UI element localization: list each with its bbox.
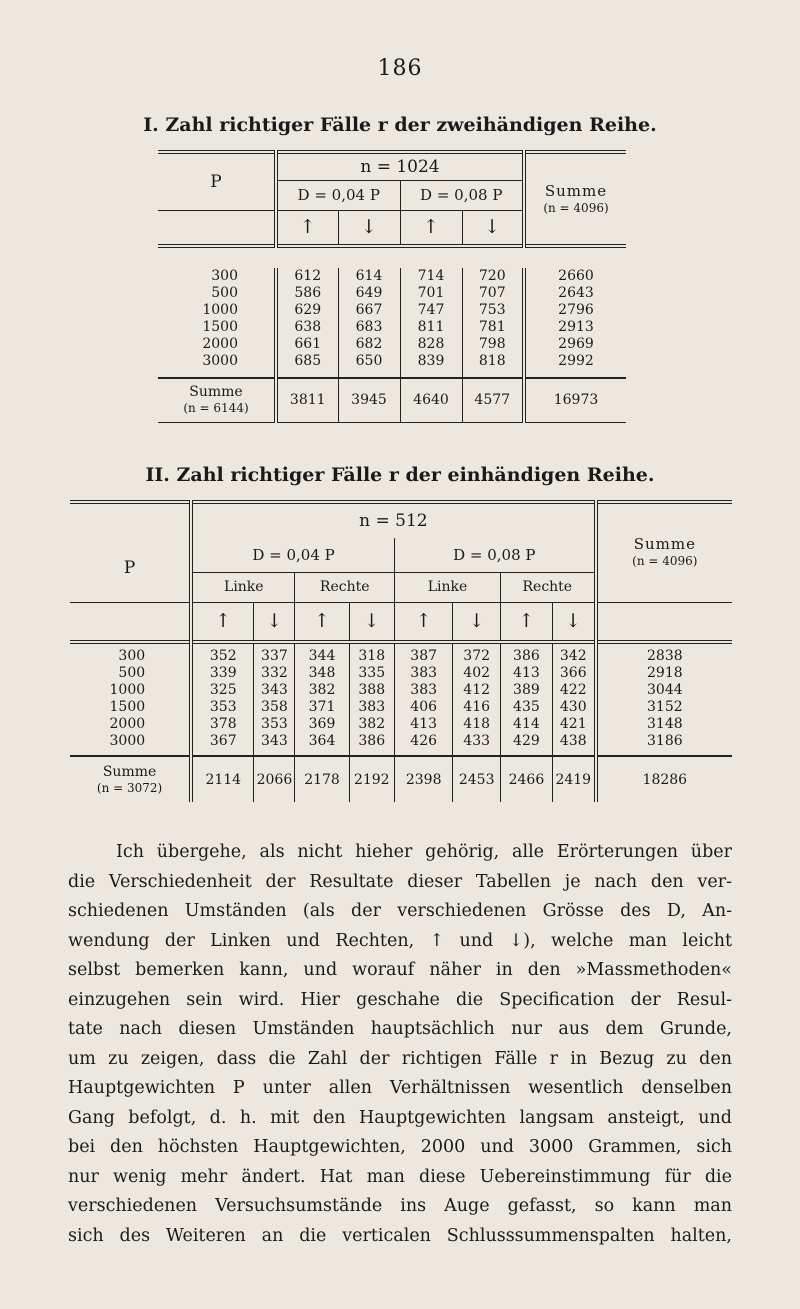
table-cell: 339 [191,665,254,682]
up-arrow-icon: ↑ [500,602,552,642]
up-arrow-icon: ↑ [394,602,452,642]
table-cell: 371 [295,699,349,716]
table-row [70,699,732,716]
table-row [158,285,626,302]
table-cell: 388 [349,682,394,699]
text-line: verschiedenen Versuchsumstände ins Auge gefasst, so kann man [68,1196,732,1216]
table1-title: I. Zahl richtiger Fälle r der zweihändigen Reihe. [143,114,657,136]
table1-total-label [158,378,276,422]
table1-header-summe [524,152,626,246]
table1-P: 2000 [158,336,276,353]
table1-P: 1500 [158,319,276,336]
table2 [70,500,732,802]
table-row [70,682,732,699]
table2-total-n: (n = 3072) [96,780,163,795]
table-cell-total: 4577 [462,378,524,422]
table1-summe-label: Summe [544,181,608,200]
table-cell: 367 [191,733,254,750]
up-arrow-icon: ↑ [295,602,349,642]
table-cell-total: 2398 [394,756,452,802]
table-cell: 412 [453,682,501,699]
table-cell: 414 [500,716,552,733]
table2-P: 3000 [70,733,191,750]
table-cell: 335 [349,665,394,682]
table-cell: 386 [500,648,552,665]
table2-total-label [70,756,191,802]
table2-empty [70,602,191,642]
text-line: die Verschiedenheit der Resultate dieser Tabellen je nach den ver- [68,871,732,892]
table-cell: 406 [394,699,452,716]
table-cell-total: 2419 [552,756,595,802]
table-cell: 629 [276,302,338,319]
text-line: tate nach diesen Umständen hauptsächlich nur aus dem Grunde, [68,1019,732,1039]
table-cell: 683 [338,319,400,336]
table-cell: 614 [338,268,400,285]
table-cell: 378 [191,716,254,733]
table-cell: 343 [254,733,295,750]
table2-header-rechte: Rechte [500,572,595,602]
table-cell: 828 [400,336,462,353]
text-line: sich des Weiteren an die verticalen Schlusssummenspalten halten, [68,1225,732,1246]
table-row [70,665,732,682]
table2-P: 1500 [70,699,191,716]
table-cell: 358 [254,699,295,716]
table1-header-d2: D = 0,08 P [400,180,524,210]
text-line: einzugehen sein wird. Hier geschahe die Specification der Resul- [68,989,732,1010]
table1-P: 1000 [158,302,276,319]
table2-header-d2: D = 0,08 P [394,538,595,572]
table2-header-linke: Linke [394,572,500,602]
table1-header-d1: D = 0,04 P [276,180,400,210]
table-total-row [70,756,732,802]
text-line: selbst bemerken kann, und worauf näher in den »Massmethoden« [68,960,732,980]
table-cell: 421 [552,716,595,733]
table-row [70,733,732,750]
table1-header-P: P [158,152,276,210]
table-cell: 318 [349,648,394,665]
table-cell-total: 4640 [400,378,462,422]
table-cell: 714 [400,268,462,285]
table1-header-n: n = 1024 [276,152,524,180]
table-row [158,302,626,319]
down-arrow-icon: ↓ [552,602,595,642]
table-cell-sum: 2969 [558,336,594,352]
table-cell: 701 [400,285,462,302]
table-cell: 650 [338,353,400,370]
table-cell: 438 [552,733,595,750]
down-arrow-icon: ↓ [349,602,394,642]
text-line: bei den höchsten Hauptgewichten, 2000 und 3000 Grammen, sich [68,1137,732,1157]
table-cell-total: 2192 [349,756,394,802]
table-cell: 661 [276,336,338,353]
table-cell: 781 [462,319,524,336]
table-cell-sum: 2992 [558,353,594,369]
table1-total-label-text: Summe [189,384,243,401]
table-cell-total: 3811 [276,378,338,422]
table-cell-sum: 2660 [558,268,594,284]
table2-P: 500 [70,665,191,682]
table2-header-d1: D = 0,04 P [191,538,394,572]
table-cell-sum: 3044 [647,682,683,698]
up-arrow-icon: ↑ [400,210,462,246]
table-cell: 612 [276,268,338,285]
down-arrow-icon: ↓ [338,210,400,246]
table-cell-sum: 2913 [558,319,594,335]
text-line: wendung der Linken und Rechten, ↑ und ↓), welche man leicht [68,930,732,951]
up-arrow-icon: ↑ [191,602,254,642]
table-cell-sum: 2796 [558,302,594,318]
table-cell: 344 [295,648,349,665]
table-cell: 430 [552,699,595,716]
page-number: 186 [377,56,423,81]
table-cell: 402 [453,665,501,682]
table-cell-total: 3945 [338,378,400,422]
table-cell: 682 [338,336,400,353]
table-cell: 667 [338,302,400,319]
table2-header-P: P [70,502,191,602]
table-cell: 747 [400,302,462,319]
table-cell: 753 [462,302,524,319]
table2-P: 2000 [70,716,191,733]
table2-P: 1000 [70,682,191,699]
table-cell: 372 [453,648,501,665]
table-cell: 649 [338,285,400,302]
table-cell: 429 [500,733,552,750]
table-cell: 383 [394,682,452,699]
table1-summe-n: (n = 4096) [543,200,609,215]
table2-header-summe [596,502,732,602]
text-line: um zu zeigen, dass die Zahl der richtigen Fälle r in Bezug zu den [68,1048,732,1069]
table-cell: 364 [295,733,349,750]
table1-P: 500 [158,285,276,302]
table-cell: 325 [191,682,254,699]
table-cell: 332 [254,665,295,682]
table-cell: 353 [254,716,295,733]
table-cell: 413 [394,716,452,733]
table2-header-n: n = 512 [191,502,596,538]
table-row [70,716,732,733]
table-cell: 386 [349,733,394,750]
table1-total-n: (n = 6144) [183,401,249,416]
table2-summe-label: Summe [633,535,696,554]
down-arrow-icon: ↓ [254,602,295,642]
table1-P: 300 [158,268,276,285]
table-cell: 685 [276,353,338,370]
table-cell-sum: 3148 [647,716,683,732]
table-cell-sum: 2918 [647,665,683,681]
table-cell: 366 [552,665,595,682]
table2-grand-total: 18286 [642,771,688,788]
table-cell: 811 [400,319,462,336]
table-cell: 418 [453,716,501,733]
table1-grand-total: 16973 [553,392,599,409]
table-cell: 638 [276,319,338,336]
table-cell: 383 [349,699,394,716]
table-cell: 382 [295,682,349,699]
table-cell: 422 [552,682,595,699]
table2-P: 300 [70,648,191,665]
table-cell: 343 [254,682,295,699]
table-cell-total: 2114 [191,756,254,802]
table-cell: 433 [453,733,501,750]
table-cell: 387 [394,648,452,665]
table2-header-rechte: Rechte [295,572,395,602]
table2-header-linke: Linke [191,572,295,602]
table-cell: 426 [394,733,452,750]
table-cell-sum: 2643 [558,285,594,301]
table-cell: 383 [394,665,452,682]
table-cell: 413 [500,665,552,682]
table-row [158,353,626,370]
table-row [70,648,732,665]
table-row [158,336,626,353]
text-line: Gang befolgt, d. h. mit den Hauptgewichten langsam ansteigt, und [68,1107,732,1128]
down-arrow-icon: ↓ [462,210,524,246]
table-cell-sum: 3152 [647,699,683,715]
table-cell: 352 [191,648,254,665]
text-line: schiedenen Umständen (als der verschiedenen Grösse des D, An- [68,901,732,921]
body-paragraph [68,838,732,1251]
text-line: Ich übergehe, als nicht hieher gehörig, alle Erörterungen über [116,842,732,862]
down-arrow-icon: ↓ [453,602,501,642]
table2-summe-n: (n = 4096) [632,554,698,569]
table-cell: 348 [295,665,349,682]
up-arrow-icon: ↑ [276,210,338,246]
table-cell-total: 2066 [254,756,295,802]
table-cell: 798 [462,336,524,353]
table1-P: 3000 [158,353,276,370]
table-cell: 416 [453,699,501,716]
table-cell: 818 [462,353,524,370]
table-cell: 382 [349,716,394,733]
table2-total-label-text: Summe [102,763,157,780]
table2-empty [596,602,732,642]
table-cell: 353 [191,699,254,716]
table-cell: 586 [276,285,338,302]
table-cell: 707 [462,285,524,302]
table1 [158,150,626,423]
table-cell: 720 [462,268,524,285]
table-cell-sum: 3186 [647,733,683,749]
table-cell: 839 [400,353,462,370]
table-cell: 342 [552,648,595,665]
table-cell-total: 2466 [500,756,552,802]
table-row [158,268,626,285]
table-cell: 389 [500,682,552,699]
text-line: nur wenig mehr ändert. Hat man diese Uebereinstimmung für die [68,1166,732,1187]
table-cell: 337 [254,648,295,665]
table-cell: 435 [500,699,552,716]
table-cell-total: 2453 [453,756,501,802]
table2-title: II. Zahl richtiger Fälle r der einhändigen Reihe. [145,464,655,486]
text-line: Hauptgewichten P unter allen Verhältnissen wesentlich denselben [68,1078,732,1098]
table1-empty [158,210,276,246]
table-cell-total: 2178 [295,756,349,802]
table-total-row [158,378,626,422]
table-cell-sum: 2838 [647,648,683,664]
table-row [158,319,626,336]
table-cell: 369 [295,716,349,733]
